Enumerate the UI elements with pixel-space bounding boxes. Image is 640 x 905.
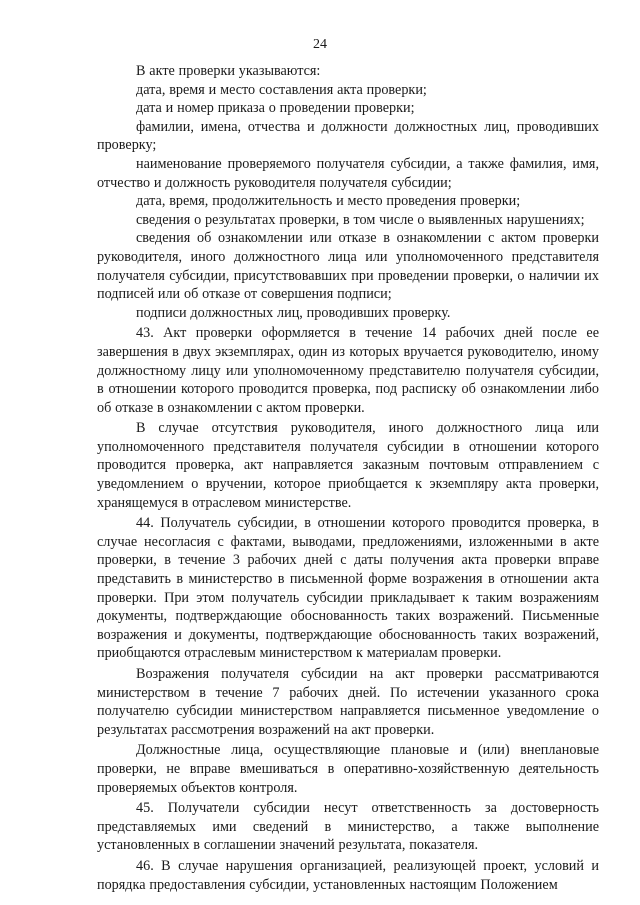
paragraph-clause-44: 44. Получатель субсидии, в отношении которого проводится проверка, в случае несогласия с фактами, выводами, предложениями, изложенными в акте проверки, в течение 3 рабочих дней с даты получения акта проверки вправе представить в министерство в письменной форме возражения в отношении акта проверки. При этом получатель субсидии прикладывает к таким возражениям документы, подтверждающие обоснованность таких возражений. Письменные возражения и документы, подтверждающие обоснованность таких возражений, приобщаются отраслевым министерством к материалам проверки. (97, 515, 599, 662)
paragraph-clause-45: 45. Получатели субсидии несут ответственность за достоверность представляемых ими сведений в министерство, а также выполнение установленных в соглашении значений результата, показателя. (97, 800, 599, 854)
paragraph-clause-46: 46. В случае нарушения организацией, реализующей проект, условий и порядка предоставления субсидии, установленных настоящим Положением (97, 857, 599, 893)
page-number: 24 (313, 37, 327, 52)
paragraph-inspectors-names: фамилии, имена, отчества и должности должностных лиц, проводивших проверку; (97, 118, 599, 154)
paragraph-familiarization: сведения об ознакомлении или отказе в ознакомлении с актом проверки руководителя, иного должностного лица или уполномоченного представителя получателя субсидии, присутствовавших при проведении проверки, о наличии их подписей или об отказе от совершения подписи; (97, 230, 599, 303)
paragraph-act-date-place: дата, время и место составления акта проверки; (136, 81, 427, 98)
document-body (97, 62, 599, 894)
paragraph-objections-review: Возражения получателя субсидии на акт проверки рассматриваются министерством в течение 7 рабочих дней. По истечении указанного срока получателю субсидии министерством направляется письменное уведомление о результатах рассмотрения возражений на акт проверки. (97, 666, 599, 738)
paragraph-inspection-time-place: дата, время, продолжительность и место проведения проверки; (136, 193, 521, 210)
paragraph-officials-restriction: Должностные лица, осуществляющие плановые и (или) внеплановые проверки, не вправе вмешиваться в оперативно-хозяйственную деятельность проверяемых объектов контроля. (97, 742, 599, 796)
paragraph-inspection-results: сведения о результатах проверки, в том числе о выявленных нарушениях; (136, 211, 585, 228)
paragraph-act-contents-intro: В акте проверки указываются: (136, 63, 321, 79)
paragraph-order-date-number: дата и номер приказа о проведении проверки; (136, 100, 415, 117)
paragraph-absence-of-head: В случае отсутствия руководителя, иного должностного лица или уполномоченного представителя получателя субсидии в отношении которого проводится проверка, акт направляется заказным почтовым отправлением с уведомлением о вручении, которое приобщается к экземпляру акта проверки, хранящемуся в отраслевом министерстве. (97, 420, 599, 511)
paragraph-signatures: подписи должностных лиц, проводивших проверку. (136, 304, 451, 321)
paragraph-clause-43: 43. Акт проверки оформляется в течение 14 рабочих дней после ее завершения в двух экземплярах, один из которых вручается руководителю, иному должностному лицу или уполномоченному представителю получателя субсидии, в отношении которого проводится проверка, под расписку об ознакомлении либо об отказе в ознакомлении с актом проверки. (97, 325, 599, 416)
paragraph-recipient-name: наименование проверяемого получателя субсидии, а также фамилия, имя, отчество и должность руководителя получателя субсидии; (97, 155, 599, 191)
